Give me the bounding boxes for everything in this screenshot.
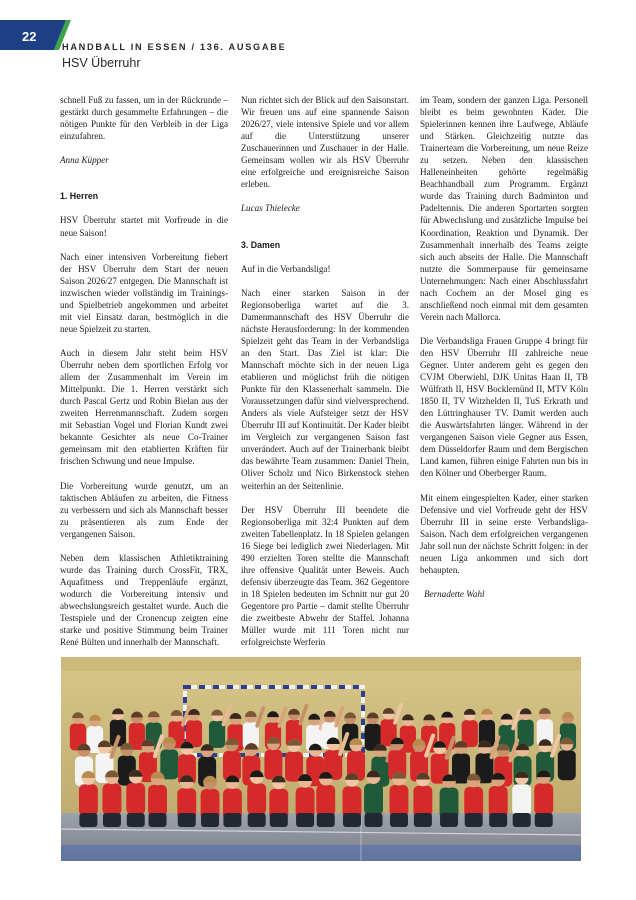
team-member [186, 709, 202, 747]
team-member-legs [535, 813, 553, 827]
team-member [558, 738, 576, 781]
paragraph: im Team, sondern der ganzen Liga. Personell bleibt es beim gewohnten Kader. Die Spielerinnen kennen ihre Laufwege, Abläufe und Stärken. Gleichzeitig nutzte das Trainerteam die Vorbereitung, um neue Reize zu setzen. Neben den klassischen Halleneinheiten gehörte regelmäßig Beachhandball zum Programm. Ergänzt wurde das Training durch Badminton und Padeltennis. Die anderen Sportarten sorgten für Abwechslung und zusätzliche Impulse bei Koordination, Reaktion und Dynamik. Der Zusammenhalt innerhalb des Teams zeigte sich auch abseits der Halle. Die Mannschaft nutzte die Sommerpause für gemeinsame Unternehmungen: Nach einer Abschlussfahrt nach Cochem an der Mosel ging es anschließend noch einmal mit dem gesamten Verein nach Mallorca. [420, 95, 588, 322]
paragraph: Der HSV Überruhr III beendete die Regionsoberliga mit 32:4 Punkten auf dem zweiten Tabellenplatz. In 18 Spielen gelangen 16 Siege bei lediglich zwei Niederlagen. Mit 490 erzielten Toren stellte die Mannschaft ihre offensive Qualität unter Beweis. Auch defensiv überzeugte das Team. 362 Gegentore in 18 Spielen bedeuten im Schnitt nur gut 20 Gegentore pro Partie – damit stellte Überruhr die zweitbeste Abwehr der Staffel. Johanna Müller wurde mit 111 Toren nicht nur erfolgreichste Werferin [241, 504, 409, 648]
team-member-legs [178, 813, 196, 827]
page-number: 22 [22, 29, 37, 44]
team-member [512, 771, 531, 816]
team-member-legs [103, 813, 121, 827]
team-member-legs [343, 813, 361, 827]
team-member [462, 709, 478, 747]
paragraph: HSV Überruhr startet mit Vorfreude in die neue Saison! [60, 215, 228, 238]
team-member-legs [127, 813, 145, 827]
team-member-legs [414, 813, 432, 827]
team-member-legs [365, 813, 383, 827]
team-member-legs [79, 813, 97, 827]
article-column-2 [241, 94, 409, 648]
paragraph: Neben dem klassischen Athletiktraining wurde das Training durch CrossFit, TRX, Aquafitness und Treppenläufe ergänzt, wodurch die Vorbereitung intensiv und abwechslungsreich gestaltet wurde. Auch die Testspiele und der Cronencup zeigten eine starke und positive Stimmung beim Trainer René Bülten und innerhalb der Mannschaft. [60, 552, 228, 648]
paragraph: Auf in die Verbandsliga! [241, 263, 331, 274]
team-photo-image [61, 657, 581, 861]
team-member-legs [465, 813, 483, 827]
team-member [160, 737, 178, 780]
paragraph: schnell Fuß zu fassen, um in der Rückrunde – gestärkt durch gesammelte Erfahrungen – die nötigen Punkte für den Verbleib in der Liga einzufahren. [60, 95, 228, 142]
paragraph: Die Verbandsliga Frauen Gruppe 4 bringt für den HSV Überruhr III zahlreiche neue Gegner. Unter anderem geht es gegen den CVJM Oberwiehl, DJK Unitas Haan II, TB Wülfrath II, HSV Bocklemünd II, MTV Köln 1850 II, TV Witzhelden II, TuS Erkrath und den Lüttringhauser TV. Damit werden auch die Auswärtsfahrten länger. Während in der vergangenen Saison viele Gegner aus Essen, dem Düsseldorfer Raum und dem Bergischen Land kamen, führen einige Fahrten nun bis in den Kölner und Oberberger Raum. [420, 335, 588, 479]
author-byline: Lucas Thielecke [241, 203, 300, 214]
paragraph: Auch in diesem Jahr steht beim HSV Überruhr neben dem sportlichen Erfolg vor allem der Zusammenhalt im Verein im Mittelpunkt. Die 1. Herren verstärkt sich durch Pascal Gertz und Robin Bielan aus der zweiten Herrenmannschaft. Zudem sorgen mit Sebastian Vogel und Florian Kundt zwei bekannte Gesichter als neue Co-Trainer gemeinsam mit den etablierten Kräften für frischen Schwung und neue Impulse. [60, 347, 228, 467]
article-heading-herren: 1. Herren [60, 191, 99, 202]
team-member [440, 774, 459, 819]
team-member-legs [317, 813, 335, 827]
team-member-legs [201, 813, 219, 827]
article-heading-damen: 3. Damen [241, 239, 281, 250]
team-member-legs [223, 813, 241, 827]
team-member [316, 772, 335, 817]
team-member [413, 773, 432, 818]
team-member-legs [149, 813, 167, 827]
team-member [464, 774, 483, 819]
team-member [534, 770, 553, 815]
team-member [296, 774, 315, 819]
paragraph: Nach einer intensiven Vorbereitung fiebert der HSV Überruhr dem Start der neuen Saison 2026/27 entgegen. Die Mannschaft ist inzwischen wieder vollständig im Trainings- und Spielbetrieb angekommen und arbeitet mit viel Einsatz daran, bestmöglich in die neue Spielzeit zu starten. [60, 251, 228, 334]
team-member [452, 741, 470, 784]
publication-kicker: HANDBALL IN ESSEN / 136. AUSGABE [62, 42, 287, 52]
paragraph: Mit einem eingespielten Kader, einer starken Defensive und viel Vorfreude geht der HSV Überruhr III in seine erste Verbandsliga-Saison. Nach dem erfolgreichen vergangenen Jahr soll nun der nächste Schritt folgen: in der neuen Liga ankommen und sich dort behaupten. [420, 492, 588, 575]
paragraph: Nach einer starken Saison in der Regionsoberliga wartet auf die 3. Damenmannschaft des HSV Überruhr die nächste Herausforderung: In der kommenden Spielzeit geht das Team in der Verbandsliga an den Start. Das Ziel ist klar: Die Mannschaft möchte sich in der neuen Liga etablieren und möglichst früh die nötigen Punkte für den Klassenerhalt sammeln. Die Voraussetzungen dafür sind vielversprechend. Anders als viele Aufsteiger setzt der HSV Überruhr III auf Kontinuität. Der Kader bleibt im Vergleich zur vergangenen Saison fast unverändert. Auch auf der Trainerbank bleibt das bewährte Team zusammen: Daniel Thein, Oliver Scholz und Nico Birkenstock stehen weiterhin an der Seitenlinie. [241, 287, 409, 491]
team-member [343, 773, 362, 818]
team-member [518, 708, 534, 746]
author-byline: Bernadette Wahl [424, 588, 485, 599]
team-member-legs [390, 813, 408, 827]
article-column-1 [60, 94, 228, 648]
article-column-3 [420, 94, 588, 600]
team-member-legs [440, 813, 458, 827]
team-member [285, 739, 303, 782]
team-member [126, 770, 145, 815]
team-member [223, 738, 241, 781]
team-member-legs [270, 813, 288, 827]
team-member [148, 772, 167, 817]
team-member [79, 771, 98, 816]
team-member [364, 770, 383, 815]
author-byline: Anna Küpper [60, 155, 109, 166]
team-photo [61, 657, 581, 861]
team-member-legs [513, 813, 531, 827]
team-member-legs [489, 813, 507, 827]
team-member-legs [296, 813, 314, 827]
team-member [390, 772, 409, 817]
team-member-legs [248, 813, 266, 827]
paragraph: Die Vorbereitung wurde genutzt, um an taktischen Abläufen zu arbeiten, die Fitness zu verbessern und sich als Mannschaft besser zu präsentieren als zum Ende der vergangenen Saison. [60, 480, 228, 539]
team-member [247, 770, 266, 815]
team-member [264, 737, 282, 780]
team-member [102, 770, 121, 815]
paragraph: Nun richtet sich der Blick auf den Saisonstart. Wir freuen uns auf eine spannende Saison 2026/27, viele intensive Spiele und vor allem auf die Unterstützung unserer Zuschauerinnen und Zuschauer in der Halle. Gemeinsam wollen wir als HSV Überruhr eine erfolgreiche und ereignisreiche Saison erleben. [241, 95, 409, 190]
team-member [489, 773, 508, 818]
team-member [479, 709, 495, 747]
section-title: HSV Überruhr [62, 56, 141, 70]
